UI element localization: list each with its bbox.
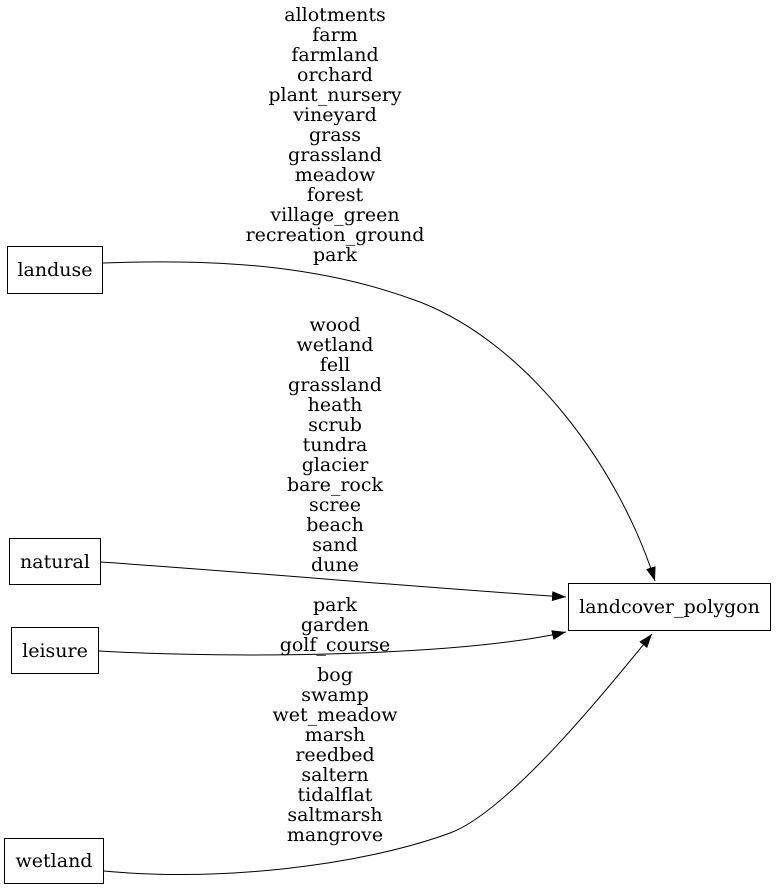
edge-label-line: recreation_ground: [245, 224, 425, 246]
edge-label-line: park: [312, 244, 358, 266]
edge-label-line: park: [312, 594, 358, 616]
edge-label-line: wetland: [296, 334, 374, 356]
edge-label-line: bare_rock: [287, 474, 383, 496]
edge-label-line: orchard: [297, 64, 373, 86]
node-wetland-label: wetland: [15, 850, 93, 872]
node-landcover-polygon-label: landcover_polygon: [579, 596, 760, 618]
edge-label-line: grass: [308, 124, 362, 146]
node-wetland: [4, 838, 104, 884]
edge-label-line: tidalflat: [297, 784, 373, 806]
edge-label-line: scrub: [308, 414, 362, 436]
edge-label-line: wood: [309, 314, 361, 336]
edge-label-landuse-values: [225, 5, 445, 265]
node-leisure-label: leisure: [22, 639, 88, 662]
edge-label-line: scree: [309, 494, 361, 516]
edge-label-line: golf_course: [279, 634, 391, 656]
edge-label-line: mangrove: [286, 824, 384, 846]
edge-label-wetland-values: [225, 665, 445, 845]
edge-label-line: bog: [317, 664, 353, 686]
node-natural: [9, 538, 101, 585]
edge-label-line: swamp: [301, 684, 369, 706]
edge-label-line: allotments: [284, 4, 386, 26]
edge-label-line: garden: [300, 614, 370, 636]
edge-label-line: heath: [307, 394, 363, 416]
edge-label-natural-values: [225, 315, 445, 575]
node-leisure: [11, 627, 99, 674]
edge-label-line: farmland: [291, 44, 379, 66]
edge-label-line: beach: [306, 514, 364, 536]
edge-label-line: saltmarsh: [287, 804, 383, 826]
node-landuse: [7, 246, 103, 294]
node-natural-label: natural: [20, 550, 90, 573]
node-landcover-polygon: [568, 583, 771, 631]
node-landuse-label: landuse: [17, 259, 93, 281]
edge-label-line: grassland: [288, 144, 382, 166]
edge-label-line: tundra: [302, 434, 368, 456]
edge-label-line: fell: [319, 354, 351, 376]
edge-label-line: sand: [312, 534, 358, 556]
edge-label-line: glacier: [301, 454, 369, 476]
edge-label-line: plant_nursery: [268, 84, 402, 106]
edge-label-line: meadow: [294, 164, 376, 186]
edge-label-leisure-values: [225, 595, 445, 655]
edge-label-line: forest: [306, 184, 364, 206]
edge-label-line: village_green: [270, 204, 400, 226]
edge-label-line: vineyard: [293, 104, 377, 126]
edge-label-line: grassland: [288, 374, 382, 396]
edge-label-line: dune: [311, 554, 359, 576]
edge-label-line: reedbed: [295, 744, 375, 766]
edge-label-line: farm: [312, 24, 358, 46]
edge-label-line: marsh: [304, 724, 366, 746]
edge-label-line: saltern: [301, 764, 369, 786]
edge-label-line: wet_meadow: [272, 704, 398, 726]
